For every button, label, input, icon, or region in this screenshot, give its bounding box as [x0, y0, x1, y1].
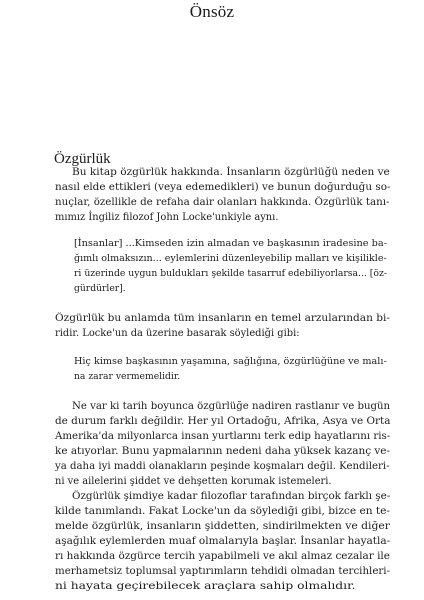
paragraph-line: Özgürlük şimdiye kadar filozoflar tarafından birçok farklı şe-	[72, 491, 391, 502]
paragraph-line: ridir. Locke'un da üzerine basarak söylediği gibi:	[55, 328, 300, 339]
paragraph-line: aşağılık eylemlerden muaf olmalarıyla başlar. İnsanlar hayatla-	[55, 536, 391, 547]
paragraph-line: mımız İngiliz filozof John Locke'unkiyle aynı.	[55, 212, 279, 223]
paragraph-line: Özgürlük bu anlamda tüm insanların en temel arzularından bi-	[55, 313, 390, 324]
paragraph-line: Amerika'da milyonlarca insan yurtlarını terk edip hayatlarını ris-	[55, 431, 391, 442]
block-quote-line: gürdürler].	[74, 283, 126, 294]
block-quote-line: [İnsanlar] ...Kimseden izin almadan ve başkasının iradesine ba-	[74, 238, 388, 249]
paragraph-line: Ne var ki tarih boyunca özgürlüğe nadiren rastlanır ve bugün	[72, 401, 391, 412]
block-quote-line: Hiç kimse başkasının yaşamına, sağlığına, özgürlüğüne ve malı-	[74, 356, 387, 367]
block-quote-line: na zarar vermemelidir.	[74, 371, 181, 382]
paragraph-line: ya daha iyi maddi olanakların peşinde koşmaları değil. Kendileri-	[55, 461, 390, 472]
paragraph-line: kilde tanımlandı. Fakat Locke'un da söylediği gibi, bizce en te-	[55, 506, 390, 517]
page-title: Önsöz	[189, 2, 235, 21]
paragraph-line: nasıl elde ettikleri (veya edemedikleri) ve bunun doğurduğu so-	[55, 182, 391, 193]
paragraph-line: Bu kitap özgürlük hakkında. İnsanların özgürlüğü neden ve	[72, 167, 390, 178]
paragraph-line: de durum farklı değildir. Her yıl Ortadoğu, Afrika, Asya ve Orta	[55, 416, 391, 427]
paragraph-line: ni hayata geçirebilecek araçlara sahip olmalıdır.	[55, 581, 356, 592]
paragraph-line: nuçlar, özellikle de refaha dair olanları hakkında. Özgürlük tanı-	[55, 197, 390, 208]
paragraph-line: melde özgürlük, insanların şiddetten, sindirilmekten ve diğer	[55, 521, 390, 532]
paragraph-line: merhametsiz toplumsal yaptırımların tehdidi olmadan tercihleri-	[55, 566, 391, 577]
section-heading: Özgürlük	[54, 151, 111, 167]
paragraph-line: ke atıyorlar. Bunu yapmalarının nedeni daha yüksek kazanç ve-	[55, 446, 390, 457]
block-quote-line: ri üzerinde uygun buldukları şekilde tasarruf edebiliyorlarsa... [öz-	[74, 268, 387, 279]
paragraph-line: ni ve ailelerini şiddet ve dehşetten korumak istemeleri.	[55, 476, 332, 487]
paragraph-line: rı hakkında özgürce tercih yapabilmeli ve akıl almaz cezalar ile	[55, 551, 390, 562]
block-quote-line: ğımlı olmaksızın... eylemlerini düzenleyebilip malları ve kişilikle-	[74, 253, 387, 264]
